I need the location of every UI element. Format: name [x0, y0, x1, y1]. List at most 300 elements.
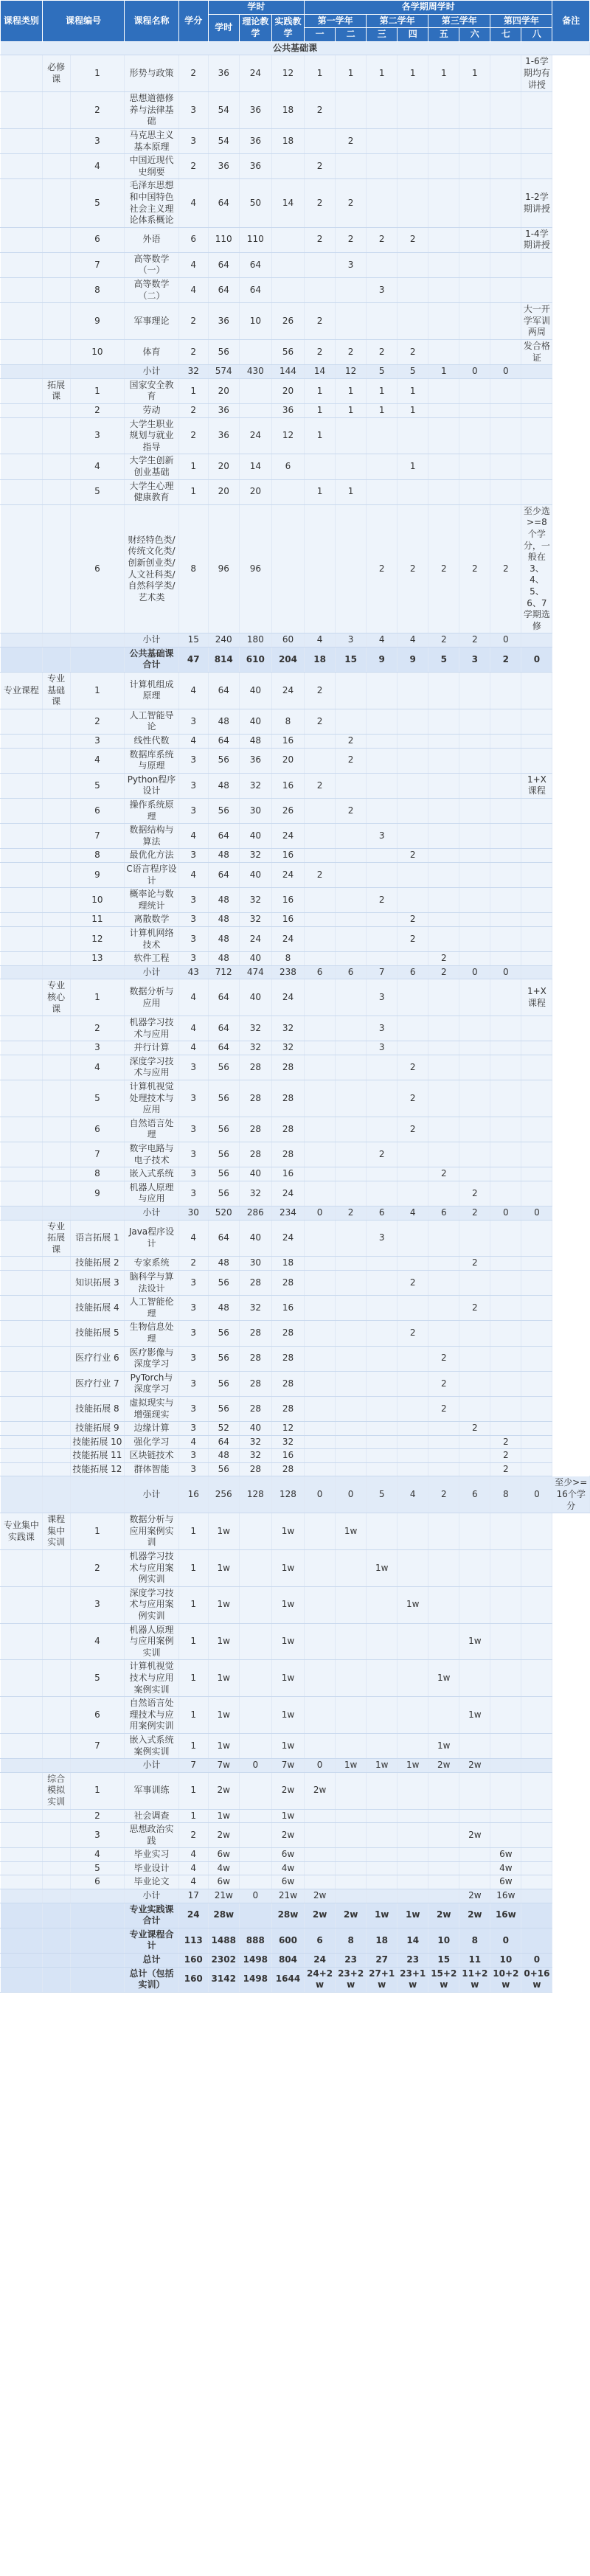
table-cell: [428, 1823, 459, 1848]
table-cell: 40: [239, 1167, 271, 1181]
table-cell: [42, 1861, 70, 1875]
table-cell: [42, 1346, 70, 1371]
header-name: 课程名称: [125, 1, 179, 42]
table-cell: [367, 926, 398, 951]
table-cell: 32: [178, 365, 208, 379]
table-cell: [336, 913, 367, 927]
table-row: [1, 55, 590, 92]
table-cell: [305, 888, 336, 913]
table-cell: 机器人原理与应用: [125, 1181, 179, 1206]
table-cell: 36: [208, 404, 239, 418]
table-cell: 0: [239, 1759, 271, 1773]
table-cell: 28: [271, 1462, 304, 1476]
table-cell: 24: [271, 824, 304, 849]
table-cell: [459, 378, 490, 403]
table-cell: 总计（包括实训）: [125, 1967, 179, 1992]
table-cell: [42, 1270, 70, 1295]
table-cell: 160: [178, 1967, 208, 1992]
table-cell: 6: [398, 965, 428, 979]
table-cell: 6: [70, 227, 125, 252]
header-semester: 一: [305, 28, 336, 42]
table-row: [1, 1772, 590, 1809]
table-cell: [490, 1080, 521, 1117]
table-cell: 技能拓展 10: [70, 1435, 125, 1449]
header-year-3: 第三学年: [428, 14, 490, 28]
table-cell: 28: [271, 1117, 304, 1142]
table-cell: 2: [490, 1462, 521, 1476]
table-cell: 11: [70, 913, 125, 927]
table-cell: [428, 913, 459, 927]
table-cell: 3: [178, 913, 208, 927]
table-cell: 56: [208, 748, 239, 773]
table-cell: 技能拓展 4: [70, 1296, 125, 1321]
table-cell: 4: [70, 454, 125, 479]
table-cell: [42, 92, 70, 129]
table-cell: [490, 979, 521, 1016]
table-cell: [459, 773, 490, 798]
table-cell: 36: [208, 154, 239, 179]
table-cell: 6: [305, 1928, 336, 1953]
table-cell: [305, 1697, 336, 1734]
table-cell: 2: [305, 303, 336, 340]
table-cell: [521, 735, 552, 749]
table-cell: [398, 1772, 428, 1809]
table-cell: 2: [178, 1257, 208, 1271]
table-cell: [398, 1181, 428, 1206]
table-cell: 3: [459, 647, 490, 672]
table-cell: [305, 1016, 336, 1041]
table-cell: 总计: [125, 1954, 179, 1968]
table-cell: [305, 735, 336, 749]
table-cell: 2: [305, 773, 336, 798]
table-cell: [1, 1697, 43, 1734]
table-row: [1, 673, 590, 709]
table-cell: [428, 849, 459, 863]
table-cell: [305, 1080, 336, 1117]
table-cell: 2: [459, 633, 490, 648]
table-cell: [367, 1117, 398, 1142]
table-row: [1, 1660, 590, 1697]
table-cell: 2: [490, 504, 521, 633]
table-cell: [459, 154, 490, 179]
table-cell: [1, 1142, 43, 1167]
table-cell: [459, 862, 490, 887]
table-cell: [490, 952, 521, 966]
table-cell: [1, 479, 43, 504]
table-cell: [428, 1550, 459, 1587]
header-semester: 三: [367, 28, 398, 42]
table-cell: 2: [459, 1422, 490, 1436]
table-cell: [521, 1346, 552, 1371]
table-cell: [428, 227, 459, 252]
table-cell: 9: [70, 1181, 125, 1206]
table-cell: 36: [239, 154, 271, 179]
table-cell: 3: [70, 735, 125, 749]
table-cell: [367, 1435, 398, 1449]
table-cell: 拓展课: [42, 378, 70, 403]
table-cell: [398, 1041, 428, 1055]
table-row: [1, 1513, 590, 1550]
table-cell: [490, 913, 521, 927]
table-row: [1, 454, 590, 479]
table-cell: 高等数学（一）: [125, 252, 179, 277]
header-credit: 学分: [178, 1, 208, 42]
table-cell: 2302: [208, 1954, 239, 1968]
table-row: [1, 1055, 590, 1080]
table-cell: [521, 278, 552, 303]
table-cell: [398, 1371, 428, 1396]
table-cell: [305, 1167, 336, 1181]
table-cell: [459, 1080, 490, 1117]
table-cell: 234: [271, 1207, 304, 1221]
table-cell: 128: [239, 1476, 271, 1513]
table-cell: [305, 1462, 336, 1476]
table-cell: [428, 1080, 459, 1117]
table-cell: 大学生创新创业基础: [125, 454, 179, 479]
table-cell: 64: [208, 179, 239, 227]
table-cell: 8: [70, 849, 125, 863]
table-cell: [271, 154, 304, 179]
table-cell: 7: [70, 1142, 125, 1167]
table-cell: 40: [239, 979, 271, 1016]
table-cell: [42, 1586, 70, 1623]
table-cell: [42, 504, 70, 633]
table-cell: [336, 1396, 367, 1421]
table-cell: [367, 1371, 398, 1396]
table-cell: 30: [239, 1257, 271, 1271]
table-cell: 3: [178, 1371, 208, 1396]
table-row: [1, 862, 590, 887]
table-cell: 23+1w: [398, 1967, 428, 1992]
table-cell: [367, 1422, 398, 1436]
table-cell: 2w: [305, 1772, 336, 1809]
table-row: [1, 1396, 590, 1421]
table-cell: 27: [367, 1954, 398, 1968]
table-cell: 0: [336, 1476, 367, 1513]
table-cell: [336, 92, 367, 129]
table-cell: 286: [239, 1207, 271, 1221]
table-cell: [398, 1346, 428, 1371]
table-cell: 2w: [208, 1823, 239, 1848]
table-cell: 毕业设计: [125, 1861, 179, 1875]
table-cell: [367, 1167, 398, 1181]
table-cell: 16: [271, 773, 304, 798]
table-cell: 医疗影像与深度学习: [125, 1346, 179, 1371]
table-cell: 20: [208, 378, 239, 403]
table-cell: 32: [239, 913, 271, 927]
table-cell: 1: [178, 1733, 208, 1758]
header-code: 课程编号: [42, 1, 124, 42]
table-cell: [398, 748, 428, 773]
table-cell: [1, 1823, 43, 1848]
table-cell: 520: [208, 1207, 239, 1221]
table-cell: [70, 1967, 125, 1992]
table-cell: [239, 1733, 271, 1758]
table-cell: 4w: [271, 1861, 304, 1875]
table-cell: 4: [178, 1041, 208, 1055]
table-cell: 体育: [125, 340, 179, 365]
table-cell: 32: [239, 1181, 271, 1206]
table-cell: [336, 1875, 367, 1889]
table-cell: [459, 926, 490, 951]
table-cell: 3: [178, 1321, 208, 1346]
table-row: [1, 1954, 590, 1968]
table-cell: 2: [490, 1449, 521, 1463]
table-cell: 1+X课程: [521, 773, 552, 798]
table-cell: [305, 252, 336, 277]
table-cell: [459, 979, 490, 1016]
table-cell: 24: [271, 673, 304, 709]
table-cell: [521, 454, 552, 479]
table-cell: 1w: [208, 1697, 239, 1734]
table-cell: [398, 1875, 428, 1889]
table-cell: [459, 1861, 490, 1875]
table-cell: [521, 1889, 552, 1903]
table-cell: 3: [70, 417, 125, 454]
table-cell: [428, 454, 459, 479]
table-cell: 14: [305, 365, 336, 379]
table-cell: 6w: [490, 1875, 521, 1889]
table-cell: 小计: [125, 1207, 179, 1221]
table-cell: 1: [70, 1513, 125, 1550]
table-cell: 144: [271, 365, 304, 379]
table-cell: [367, 303, 398, 340]
table-cell: 2: [428, 633, 459, 648]
table-cell: [336, 1550, 367, 1587]
table-cell: 2: [367, 227, 398, 252]
table-row: [1, 1220, 590, 1257]
table-cell: 计算机视觉处理技术与应用: [125, 1080, 179, 1117]
table-cell: 56: [208, 1270, 239, 1295]
table-cell: 8: [70, 1167, 125, 1181]
table-cell: 7: [367, 965, 398, 979]
table-row: [1, 633, 590, 648]
table-cell: 1w: [271, 1550, 304, 1587]
table-cell: [1, 1550, 43, 1587]
table-cell: 26: [271, 303, 304, 340]
table-cell: 7: [70, 824, 125, 849]
table-cell: 2w: [336, 1903, 367, 1928]
table-row: [1, 1875, 590, 1889]
table-cell: 3: [178, 1181, 208, 1206]
table-cell: [490, 1660, 521, 1697]
table-cell: 48: [208, 913, 239, 927]
table-cell: 1-2学期讲授: [521, 179, 552, 227]
table-cell: [42, 926, 70, 951]
table-cell: 2: [336, 340, 367, 365]
table-cell: 1488: [208, 1928, 239, 1953]
table-cell: [1, 1117, 43, 1142]
table-cell: 6: [336, 965, 367, 979]
table-cell: [428, 799, 459, 824]
table-cell: 1w: [208, 1733, 239, 1758]
table-cell: [70, 1928, 125, 1953]
table-cell: 32: [239, 1041, 271, 1055]
table-cell: 48: [208, 1257, 239, 1271]
table-cell: [42, 1435, 70, 1449]
table-cell: 2: [459, 504, 490, 633]
table-cell: [70, 1889, 125, 1903]
table-cell: [42, 1823, 70, 1848]
table-cell: 26: [271, 799, 304, 824]
table-cell: [490, 227, 521, 252]
table-cell: 5: [70, 773, 125, 798]
table-cell: 9: [398, 647, 428, 672]
table-cell: [42, 479, 70, 504]
table-cell: 3: [178, 1055, 208, 1080]
table-row: [1, 340, 590, 365]
table-cell: [1, 303, 43, 340]
table-row: [1, 303, 590, 340]
table-cell: [398, 1396, 428, 1421]
table-cell: 线性代数: [125, 735, 179, 749]
table-cell: 5: [70, 1080, 125, 1117]
table-cell: [367, 1462, 398, 1476]
table-cell: [490, 709, 521, 734]
table-cell: [428, 1321, 459, 1346]
table-cell: 4: [178, 735, 208, 749]
table-cell: 40: [239, 862, 271, 887]
table-cell: [336, 154, 367, 179]
table-cell: [367, 1396, 398, 1421]
table-cell: 1: [178, 1660, 208, 1697]
table-cell: [305, 1660, 336, 1697]
table-cell: [459, 1660, 490, 1697]
table-cell: [239, 1623, 271, 1660]
table-cell: [490, 1016, 521, 1041]
header-semester: 五: [428, 28, 459, 42]
table-cell: [367, 454, 398, 479]
table-cell: [521, 365, 552, 379]
table-cell: C语言程序设计: [125, 862, 179, 887]
table-cell: 3: [178, 1422, 208, 1436]
table-cell: [42, 1967, 70, 1992]
header-semester: 四: [398, 28, 428, 42]
table-cell: 人工智能导论: [125, 709, 179, 734]
table-cell: [336, 1321, 367, 1346]
table-cell: 1: [428, 365, 459, 379]
table-row: [1, 979, 590, 1016]
table-cell: 1: [178, 1586, 208, 1623]
table-cell: [459, 1220, 490, 1257]
table-cell: 4: [178, 1220, 208, 1257]
table-cell: 0: [521, 647, 552, 672]
table-cell: 28: [271, 1055, 304, 1080]
table-cell: [367, 862, 398, 887]
table-cell: 4w: [490, 1861, 521, 1875]
table-cell: [521, 1422, 552, 1436]
table-cell: [1, 926, 43, 951]
table-cell: 32: [239, 1016, 271, 1041]
table-cell: [336, 1462, 367, 1476]
table-cell: 1: [178, 1550, 208, 1587]
table-cell: 6: [70, 1875, 125, 1889]
table-cell: [490, 799, 521, 824]
table-row: [1, 748, 590, 773]
table-cell: 边缘计算: [125, 1422, 179, 1436]
header-hours: 学时: [208, 1, 304, 15]
table-cell: [459, 1586, 490, 1623]
table-cell: 2w: [459, 1903, 490, 1928]
table-cell: 3: [178, 888, 208, 913]
table-cell: [336, 673, 367, 709]
table-cell: [490, 278, 521, 303]
table-cell: [521, 1016, 552, 1041]
table-cell: 21w: [271, 1889, 304, 1903]
table-cell: 区块链技术: [125, 1449, 179, 1463]
table-cell: 3: [70, 1041, 125, 1055]
table-cell: [42, 965, 70, 979]
table-cell: [459, 1055, 490, 1080]
table-cell: 56: [208, 799, 239, 824]
table-cell: 2: [428, 1396, 459, 1421]
table-cell: [459, 888, 490, 913]
table-cell: 3: [178, 1396, 208, 1421]
table-cell: [70, 647, 125, 672]
table-row: [1, 647, 590, 672]
table-cell: 10: [70, 888, 125, 913]
table-cell: [367, 1449, 398, 1463]
table-row: [1, 1321, 590, 1346]
table-cell: [42, 1016, 70, 1041]
table-cell: 24: [178, 1903, 208, 1928]
header-year-1: 第一学年: [305, 14, 367, 28]
table-cell: [42, 952, 70, 966]
table-cell: [336, 926, 367, 951]
table-cell: [42, 1449, 70, 1463]
table-cell: 6: [70, 1697, 125, 1734]
table-cell: [428, 748, 459, 773]
table-cell: [1, 1967, 43, 1992]
table-cell: [367, 1889, 398, 1903]
table-row: [1, 1080, 590, 1117]
table-cell: 28w: [208, 1903, 239, 1928]
table-cell: 1w: [367, 1903, 398, 1928]
table-cell: [490, 1772, 521, 1809]
table-cell: 15: [178, 633, 208, 648]
table-cell: 256: [208, 1476, 239, 1513]
table-cell: 96: [208, 504, 239, 633]
table-row: [1, 888, 590, 913]
table-cell: [1, 1041, 43, 1055]
table-cell: [1, 179, 43, 227]
table-cell: [1, 735, 43, 749]
table-cell: [239, 340, 271, 365]
table-cell: 技能拓展 12: [70, 1462, 125, 1476]
table-cell: 17: [178, 1889, 208, 1903]
table-cell: 嵌入式系统: [125, 1167, 179, 1181]
table-cell: 2: [398, 1321, 428, 1346]
table-cell: 40: [239, 1220, 271, 1257]
table-cell: 28: [239, 1117, 271, 1142]
table-cell: 56: [208, 1462, 239, 1476]
table-cell: 0: [459, 365, 490, 379]
table-cell: [1, 417, 43, 454]
table-cell: [42, 128, 70, 153]
table-row: [1, 824, 590, 849]
table-cell: [428, 1697, 459, 1734]
table-row: [1, 1257, 590, 1271]
table-cell: 5: [70, 1861, 125, 1875]
table-cell: 28: [271, 1270, 304, 1295]
table-row: [1, 179, 590, 227]
table-row: [1, 773, 590, 798]
table-cell: 5: [367, 365, 398, 379]
table-cell: 36: [239, 748, 271, 773]
table-cell: 2w: [428, 1903, 459, 1928]
table-cell: 2: [428, 965, 459, 979]
table-cell: 1: [305, 479, 336, 504]
